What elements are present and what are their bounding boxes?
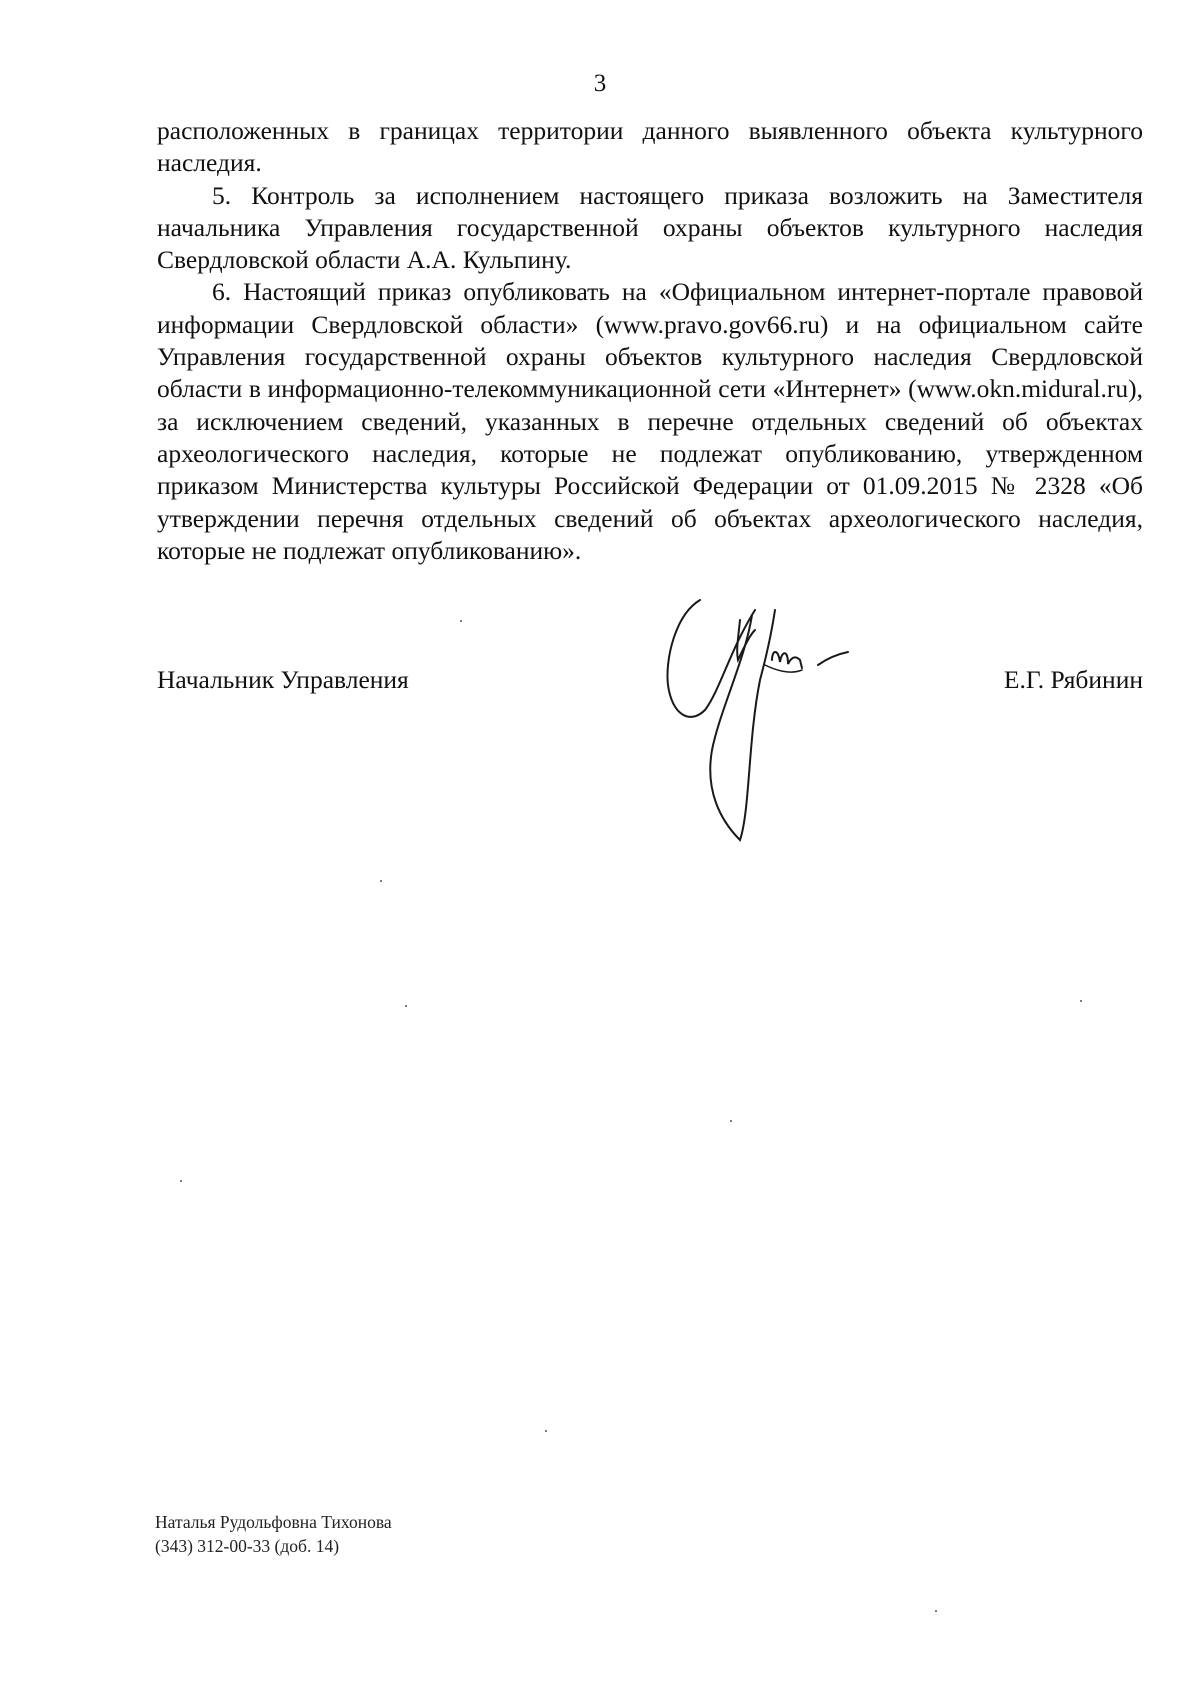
scan-speck: [935, 1610, 937, 1612]
handwritten-signature: [660, 590, 890, 860]
executor-info: [155, 1510, 392, 1558]
signer-name: Е.Г. Рябинин: [1003, 665, 1143, 694]
signer-title: Начальник Управления: [157, 665, 409, 694]
scan-speck: [545, 1430, 547, 1432]
page-number: 3: [593, 70, 607, 97]
paragraph-item-5: 5. Контроль за исполнением настоящего приказа возложить на Заместителя начальника Управления государственной охраны объектов культурного наследия Свердловской области А.А. Кульпину.: [157, 180, 1143, 275]
signature-block: [157, 665, 1143, 697]
scan-speck: [1080, 1000, 1082, 1002]
scan-speck: [180, 1180, 182, 1182]
document-body: [157, 115, 1143, 567]
paragraph-item-6: 6. Настоящий приказ опубликовать на «Официальном интернет-портале правовой информации Свердловской области» (www.pravo.gov66.ru) и на официальном сайте Управления государственной охраны объектов культурного наследия Свердловской области в информационно-телекоммуникационной сети «Интернет» (www.okn.midural.ru), за исключением сведений, указанных в перечне отдельных сведений об объектах археологического наследия, которые не подлежат опубликованию, утвержденном приказом Министерства культуры Российской Федерации от 01.09.2015 № 2328 «Об утверждении перечня отдельных сведений об объектах археологического наследия, которые не подлежат опубликованию».: [157, 277, 1143, 565]
scan-speck: [405, 1005, 407, 1007]
executor-name: Наталья Рудольфовна Тихонова: [155, 1512, 392, 1532]
scan-speck: [380, 880, 382, 882]
executor-phone: (343) 312-00-33 (доб. 14): [155, 1536, 340, 1556]
scan-speck: [730, 1120, 732, 1122]
paragraph-continuation: расположенных в границах территории данного выявленного объекта культурного наследия.: [157, 116, 1143, 178]
scan-speck: [460, 620, 462, 622]
